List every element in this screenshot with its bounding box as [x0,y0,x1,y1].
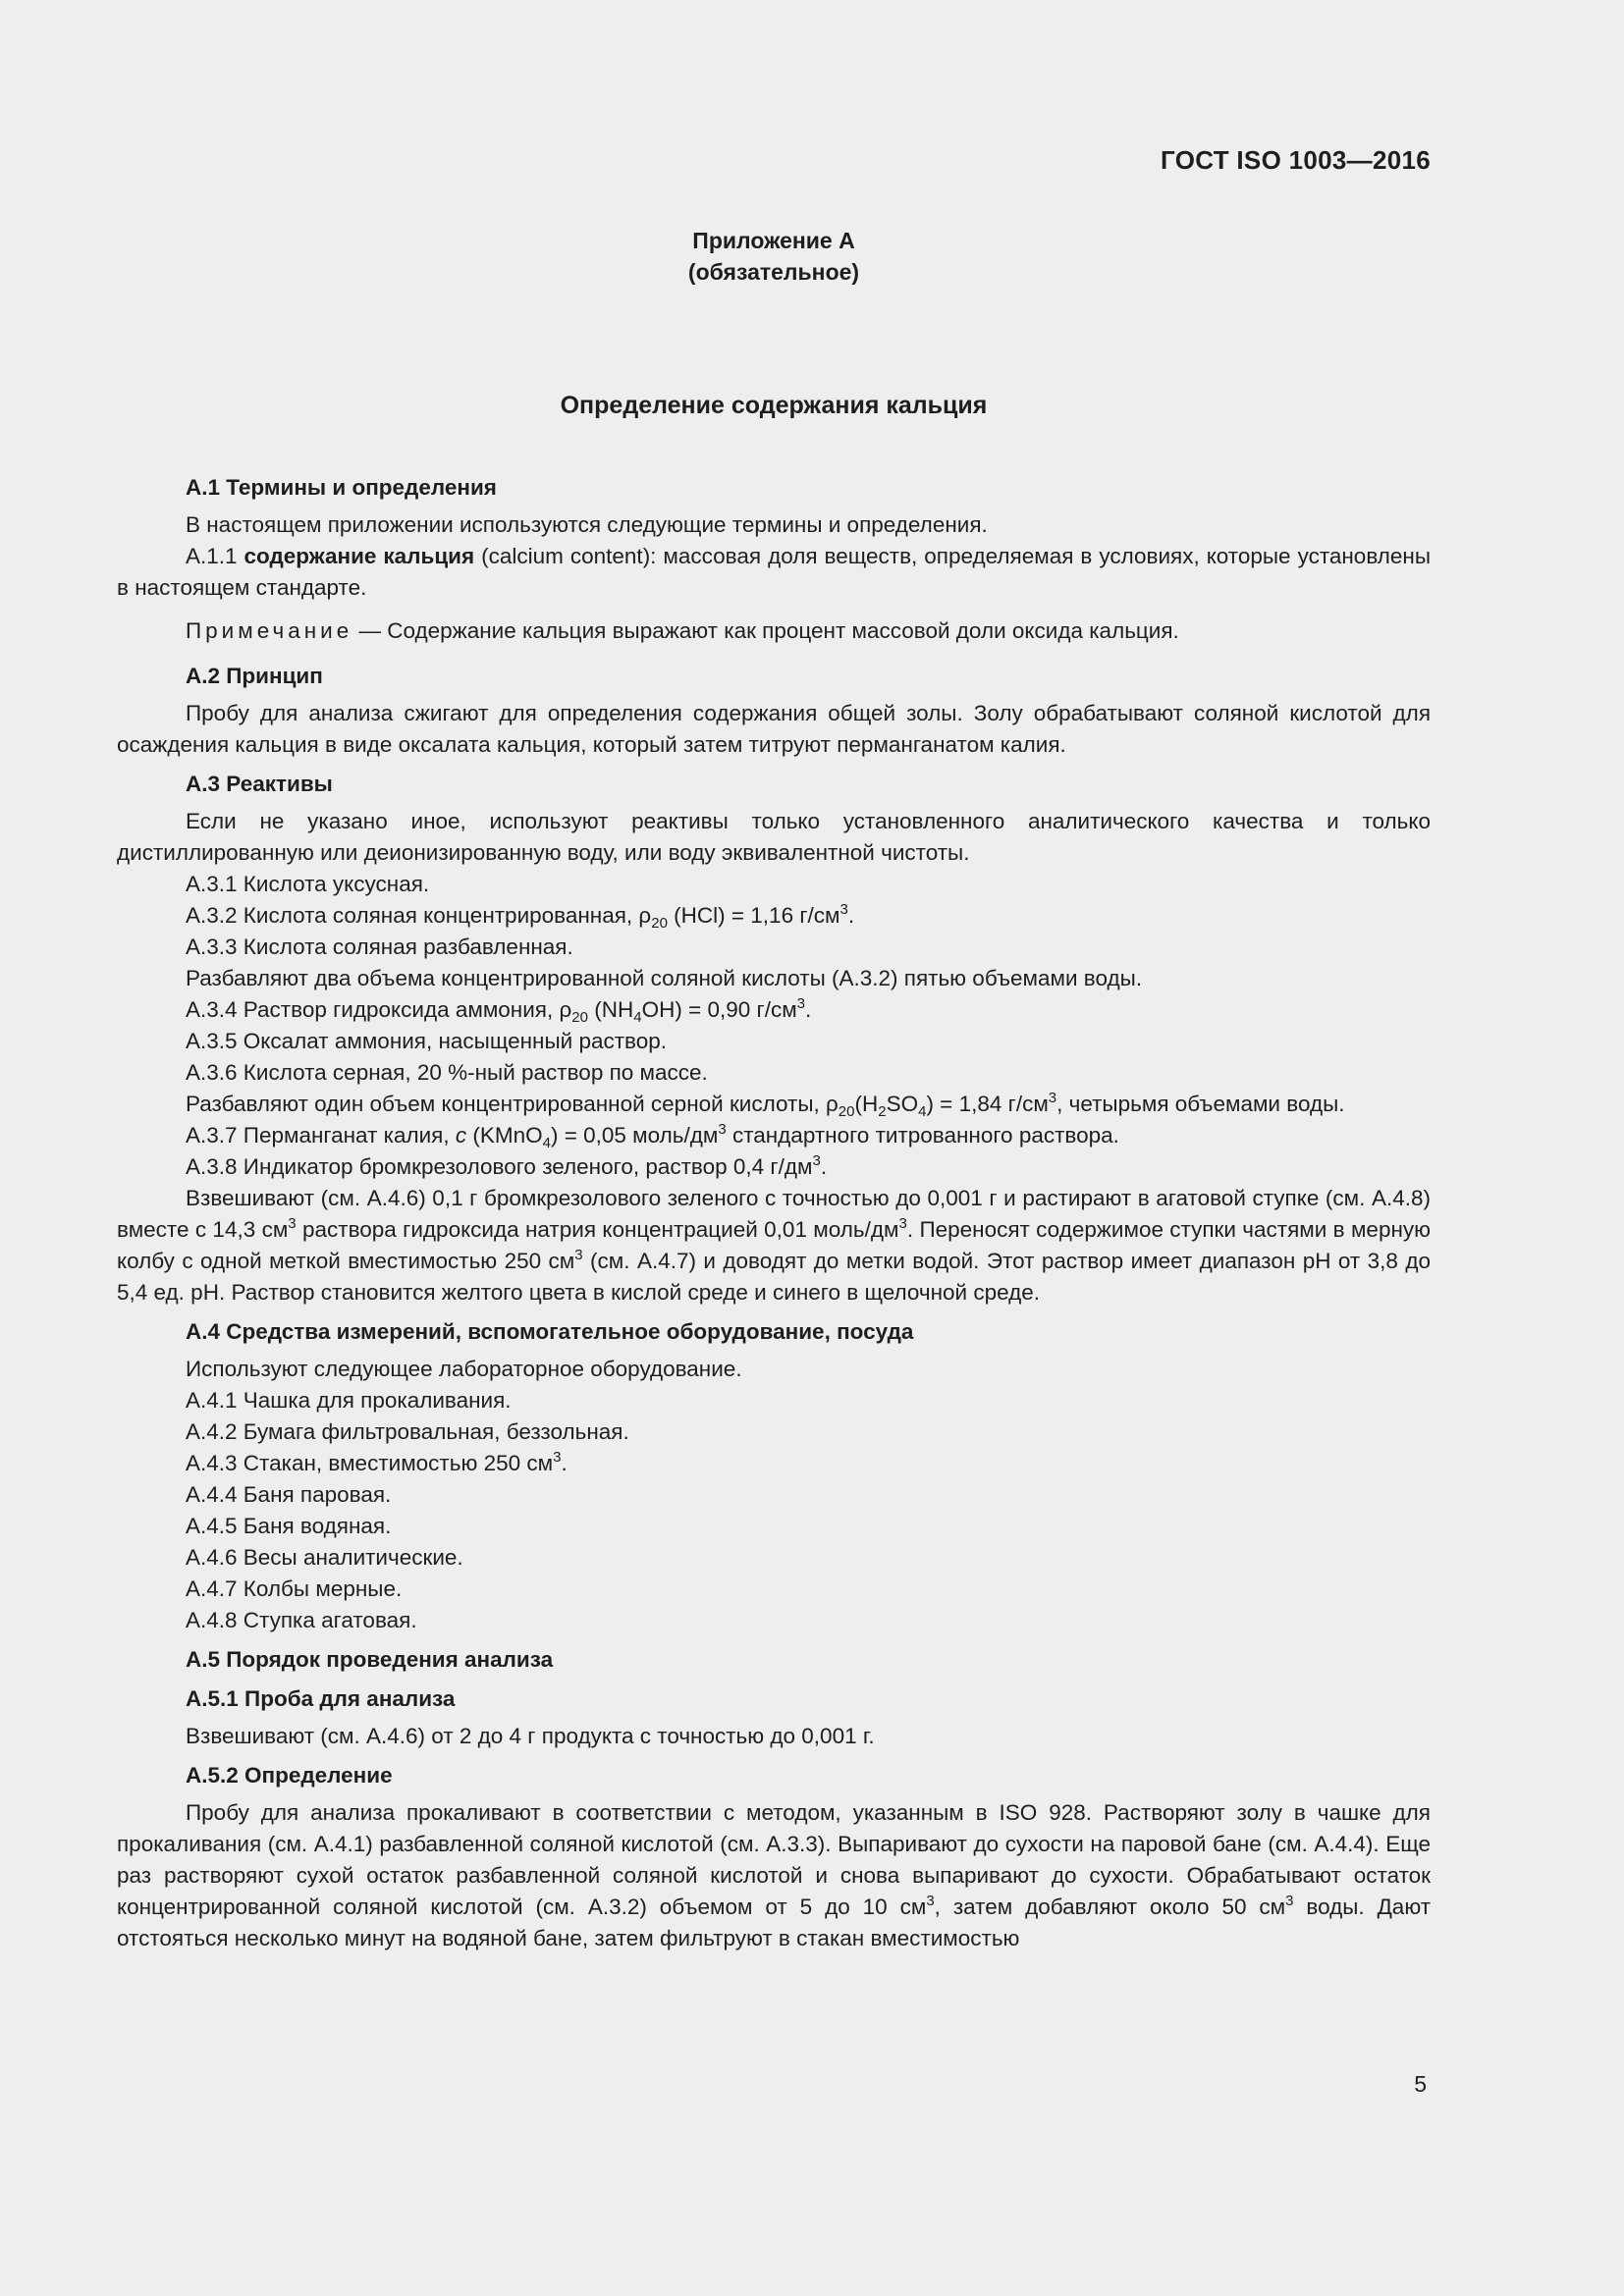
note: Примечание — Содержание кальция выражают как процент массовой доли оксида кальция. [186,618,1179,643]
annex-header [117,225,1431,288]
paragraph: Взвешивают (см. А.4.6) от 2 до 4 г продукта с точностью до 0,001 г. [186,1724,875,1748]
subsection-heading-a51: А.5.1 Проба для анализа [186,1686,456,1711]
section-heading-a2: А.2 Принцип [186,664,323,688]
list-item: А.4.5 Баня водяная. [186,1514,392,1538]
subsection-heading-a52: А.5.2 Определение [186,1763,393,1788]
section-heading-a1: А.1 Термины и определения [186,475,497,500]
list-item: А.3.3 Кислота соляная разбавленная. [186,934,573,959]
list-item: А.4.6 Весы аналитические. [186,1545,463,1570]
list-item: А.4.4 Баня паровая. [186,1482,392,1507]
paragraph: Пробу для анализа сжигают для определения содержания общей золы. Золу обрабатывают соляной кислотой для осаждения кальция в виде оксалата кальция, который затем титруют перманганатом калия. [117,701,1431,757]
note-label: Примечание [186,618,353,643]
section-heading-a5: А.5 Порядок проведения анализа [186,1647,554,1672]
section-heading-a4: А.4 Средства измерений, вспомогательное оборудование, посуда [186,1319,914,1344]
annex-title: Определение содержания кальция [560,392,988,419]
paragraph: Взвешивают (см. А.4.6) 0,1 г бромкрезолового зеленого с точностью до 0,001 г и растирают в агатовой ступке (см. А.4.8) вместе с 14,3 $см^3$ раствора гидроксида натрия концентрацией 0,01 моль/$дм^3$. Переносят содержимое ступки частями в мерную колбу с одной меткой вместимостью 250 $см^3$ (см. А.4.7) и доводят до метки водой. Этот раствор имеет диапазон pH от 3,8 до 5,4 ед. pH. Раствор становится желтого цвета в кислой среде и синего в щелочной среде. [117,1186,1432,1305]
list-item: А.3.1 Кислота уксусная. [186,872,430,896]
paragraph: Если не указано иное, используют реактивы только установленного аналитического качества и только дистиллированную или деионизированную воду, или воду эквивалентной чистоты. [117,809,1431,865]
list-item: А.4.2 Бумага фильтровальная, беззольная. [186,1419,629,1444]
document-page [117,0,1431,2296]
annex-label: Приложение А [692,228,855,253]
term: содержание кальция [244,544,475,568]
list-item: А.3.2 Кислота соляная концентрированная, $\rho_{20}$ (HCl) = 1,16 $г/см^3$. [186,901,855,932]
list-item: А.3.7 Перманганат калия, c (KMnO$_4$) = 0,05 моль/$дм^3$ стандартного титрованного раствора. [186,1121,1119,1151]
list-item: А.4.8 Ступка агатовая. [186,1608,417,1632]
list-item: А.3.6 Кислота серная, 20 %-ный раствор по массе. [186,1060,708,1085]
list-item: А.3.4 Раствор гидроксида аммония, $\rho_{20}$ $(NH_4OH) = 0,90$ $г/см^3$. [186,995,812,1026]
section-heading-a3: А.3 Реактивы [186,772,333,796]
list-item: А.4.3 Стакан, вместимостью 250 $см^3$. [186,1449,568,1475]
term-definition: А.1.1 содержание кальция (calcium content): массовая доля веществ, определяемая в условиях, которые установлены в настоящем стандарте. [117,544,1432,600]
document-body [117,472,1431,1954]
page-number: 5 [1414,2071,1427,2097]
list-item: А.4.1 Чашка для прокаливания. [186,1388,512,1413]
list-item: А.3.8 Индикатор бромкрезолового зеленого, раствор 0,4 $г/дм^3$. [186,1152,828,1179]
paragraph: Пробу для анализа прокаливают в соответствии с методом, указанным в ISO 928. Растворяют золу в чашке для прокаливания (см. А.4.1) разбавленной соляной кислотой (см. А.3.3). Выпаривают до сухости на паровой бане (см. А.4.4). Еще раз растворяют сухой остаток разбавленной соляной кислотой и снова выпаривают до сухости. Обрабатывают остаток концентрированной соляной кислотой (см. А.3.2) объемом от 5 до 10 $см^3$, затем добавляют около 50 $см^3$ воды. Дают отстояться несколько минут на водяной бане, затем фильтруют в стакан вместимостью [117,1800,1432,1950]
paragraph: В настоящем приложении используются следующие термины и определения. [186,512,988,537]
paragraph: Разбавляют два объема концентрированной соляной кислоты (А.3.2) пятью объемами воды. [186,966,1143,990]
paragraph: Разбавляют один объем концентрированной серной кислоты, $\rho_{20}(H_2SO_4) = 1,84$ $г/см^3$, четырьмя объемами воды. [186,1090,1345,1120]
paragraph: Используют следующее лабораторное оборудование. [186,1357,742,1381]
list-item: А.3.5 Оксалат аммония, насыщенный раствор. [186,1029,668,1053]
annex-status: (обязательное) [687,259,860,285]
document-code: ГОСТ ISO 1003—2016 [1161,145,1431,175]
list-item: А.4.7 Колбы мерные. [186,1576,403,1601]
